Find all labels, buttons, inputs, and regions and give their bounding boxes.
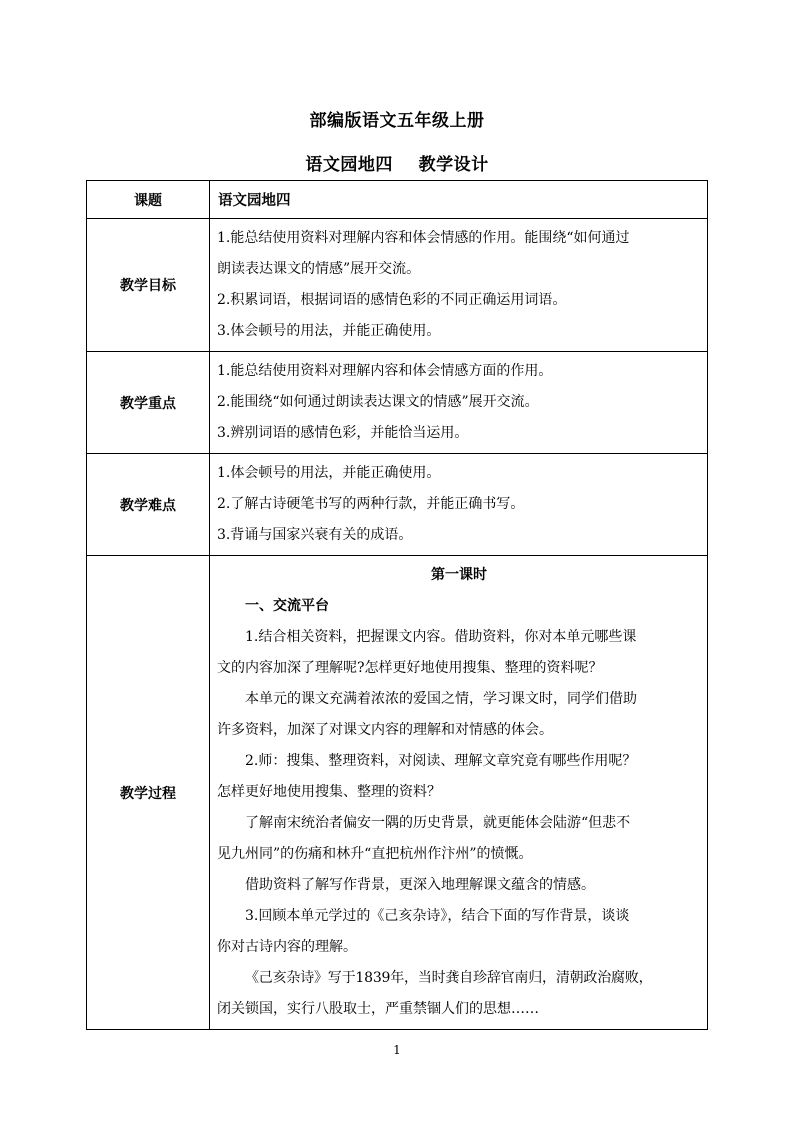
process-line: 文的内容加深了理解呢?怎样更好地使用搜集、整理的资料呢？	[217, 660, 603, 676]
table-row-process	[87, 556, 708, 1030]
difficulty-line: 1.体会顿号的用法，并能正确使用。	[217, 465, 441, 481]
document-title: 部编版语文五年级上册	[309, 111, 485, 131]
process-line: 《己亥杂诗》写于1839年，当时龚自珍辞官南归，清朝政治腐败，	[245, 970, 653, 986]
document-subtitle: 语文园地四 教学设计	[305, 155, 489, 175]
process-line: 怎样更好地使用搜集、整理的资料？	[217, 784, 441, 800]
lesson-heading: 第一课时	[431, 567, 487, 583]
process-line: 2.师：搜集、整理资料，对阅读、理解文章究竟有哪些作用呢？	[245, 753, 637, 769]
table-row-topic	[87, 181, 708, 219]
goals-line: 2.积累词语，根据词语的感情色彩的不同正确运用词语。	[217, 292, 567, 308]
table-row-goals	[87, 219, 708, 352]
table-row-key-points	[87, 352, 708, 454]
process-line: 1.结合相关资料，把握课文内容。借助资料，你对本单元哪些课	[245, 629, 637, 645]
difficulty-line: 2.了解古诗硬笔书写的两种行款，并能正确书写。	[217, 496, 525, 512]
row-label-difficulties: 教学难点	[87, 454, 210, 556]
table-row-difficulties	[87, 454, 708, 556]
difficulties-content	[210, 454, 708, 556]
process-line: 3.回顾本单元学过的《己亥杂诗》，结合下面的写作背景，谈谈	[245, 908, 630, 924]
process-line: 闭关锁国，实行八股取士，严重禁锢人们的思想……	[217, 1001, 539, 1017]
key-point-line: 3.辨别词语的感情色彩，并能恰当运用。	[217, 425, 469, 441]
process-line: 借助资料了解写作背景，更深入地理解课文蕴含的情感。	[245, 877, 595, 893]
topic-value: 语文园地四	[210, 181, 708, 219]
process-line: 本单元的课文充满着浓浓的爱国之情，学习课文时，同学们借助	[245, 691, 637, 707]
process-content	[210, 556, 708, 1030]
row-label-process: 教学过程	[87, 556, 210, 1030]
difficulty-line: 3.背诵与国家兴衰有关的成语。	[217, 527, 413, 543]
row-label-goals: 教学目标	[87, 219, 210, 352]
goals-line: 朗读表达课文的情感”展开交流。	[217, 261, 421, 277]
process-line: 了解南宋统治者偏安一隅的历史背景，就更能体会陆游“但悲不	[245, 815, 631, 831]
goals-line: 1.能总结使用资料对理解内容和体会情感的作用。能围绕“如何通过	[217, 230, 630, 246]
process-line: 见九州同”的伤痛和林升“直把杭州作汴州”的愤慨。	[217, 846, 533, 862]
section-heading: 一、交流平台	[245, 598, 329, 614]
key-point-line: 1.能总结使用资料对理解内容和体会情感方面的作用。	[217, 363, 553, 379]
process-line: 许多资料，加深了对课文内容的理解和对情感的体会。	[217, 722, 553, 738]
key-points-content	[210, 352, 708, 454]
page-number: 1	[393, 1043, 401, 1057]
key-point-line: 2.能围绕“如何通过朗读表达课文的情感”展开交流。	[217, 394, 539, 410]
row-label-topic: 课题	[87, 181, 210, 219]
process-line: 你对古诗内容的理解。	[217, 939, 357, 955]
goals-line: 3.体会顿号的用法，并能正确使用。	[217, 323, 441, 339]
lesson-plan-table	[86, 180, 708, 1030]
goals-content	[210, 219, 708, 352]
row-label-key-points: 教学重点	[87, 352, 210, 454]
